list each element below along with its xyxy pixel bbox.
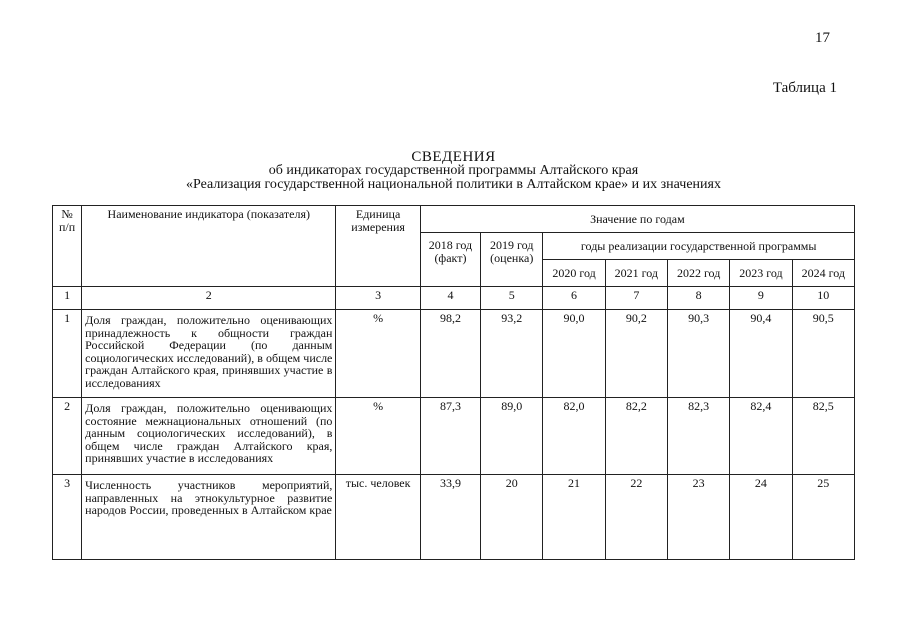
column-index-cell: 4 <box>420 287 480 310</box>
row-value-2023: 90,4 <box>730 310 792 398</box>
column-index-cell: 5 <box>481 287 543 310</box>
row-value-2024: 82,5 <box>792 398 854 475</box>
table-row <box>53 398 855 475</box>
row-value-2022: 82,3 <box>667 398 729 475</box>
column-index-row <box>53 287 855 310</box>
row-value-2023: 24 <box>730 475 792 560</box>
table-caption: Таблица 1 <box>772 80 837 96</box>
row-value-2020: 21 <box>543 475 605 560</box>
header-2018: 2018 год (факт) <box>420 233 480 287</box>
header-row-1 <box>53 206 855 233</box>
header-2021: 2021 год <box>605 260 667 287</box>
row-value-2020: 82,0 <box>543 398 605 475</box>
header-program-years: годы реализации государственной программы <box>543 233 855 260</box>
header-values-group: Значение по годам <box>420 206 854 233</box>
heading-subtitle: об индикаторах государственной программы Алтайского края <box>268 163 639 178</box>
row-value-2019: 89,0 <box>481 398 543 475</box>
row-value-2018: 98,2 <box>420 310 480 398</box>
header-num: № п/п <box>53 206 82 287</box>
row-value-2021: 90,2 <box>605 310 667 398</box>
row-unit: тыс. человек <box>336 475 420 560</box>
table-row <box>53 310 855 398</box>
heading-program-name: «Реализация государственной национальной политики в Алтайском крае» и их значениях <box>186 177 721 192</box>
row-unit: % <box>336 310 420 398</box>
row-value-2018: 33,9 <box>420 475 480 560</box>
row-value-2024: 90,5 <box>792 310 854 398</box>
column-index-cell: 1 <box>53 287 82 310</box>
header-2019: 2019 год (оценка) <box>481 233 543 287</box>
column-index-cell: 9 <box>730 287 792 310</box>
header-2024: 2024 год <box>792 260 854 287</box>
row-num: 2 <box>53 398 82 475</box>
row-value-2022: 90,3 <box>667 310 729 398</box>
row-value-2019: 20 <box>481 475 543 560</box>
row-indicator-name: Численность участников мероприятий, направленных на этнокультурное развитие народов России, проведенных в Алтайском крае <box>82 475 336 560</box>
row-value-2023: 82,4 <box>730 398 792 475</box>
column-index-cell: 8 <box>667 287 729 310</box>
row-value-2022: 23 <box>667 475 729 560</box>
row-value-2021: 22 <box>605 475 667 560</box>
row-num: 1 <box>53 310 82 398</box>
header-name: Наименование индикатора (показателя) <box>82 206 336 287</box>
header-2020: 2020 год <box>543 260 605 287</box>
column-index-cell: 6 <box>543 287 605 310</box>
row-unit: % <box>336 398 420 475</box>
row-value-2019: 93,2 <box>481 310 543 398</box>
indicators-table <box>52 205 855 560</box>
row-value-2020: 90,0 <box>543 310 605 398</box>
header-2022: 2022 год <box>667 260 729 287</box>
column-index-cell: 3 <box>336 287 420 310</box>
table-row <box>53 475 855 560</box>
row-value-2018: 87,3 <box>420 398 480 475</box>
row-indicator-name: Доля граждан, положительно оценивающих состояние межнациональных отношений (по данным социологических исследований), в общем числе граждан Алтайского края, принявших участие в исследованиях <box>82 398 336 475</box>
row-value-2024: 25 <box>792 475 854 560</box>
column-index-cell: 2 <box>82 287 336 310</box>
header-2023: 2023 год <box>730 260 792 287</box>
column-index-cell: 10 <box>792 287 854 310</box>
header-unit: Единица измерения <box>336 206 420 287</box>
column-index-cell: 7 <box>605 287 667 310</box>
document-heading <box>52 150 855 192</box>
page-number: 17 <box>815 30 830 46</box>
row-num: 3 <box>53 475 82 560</box>
row-indicator-name: Доля граждан, положительно оценивающих принадлежность к общности граждан Российской Федерации (по данным социологических исследований), в общем числе граждан Алтайского края, принявших участие в исследованиях <box>82 310 336 398</box>
row-value-2021: 82,2 <box>605 398 667 475</box>
heading-title: СВЕДЕНИЯ <box>411 149 496 165</box>
